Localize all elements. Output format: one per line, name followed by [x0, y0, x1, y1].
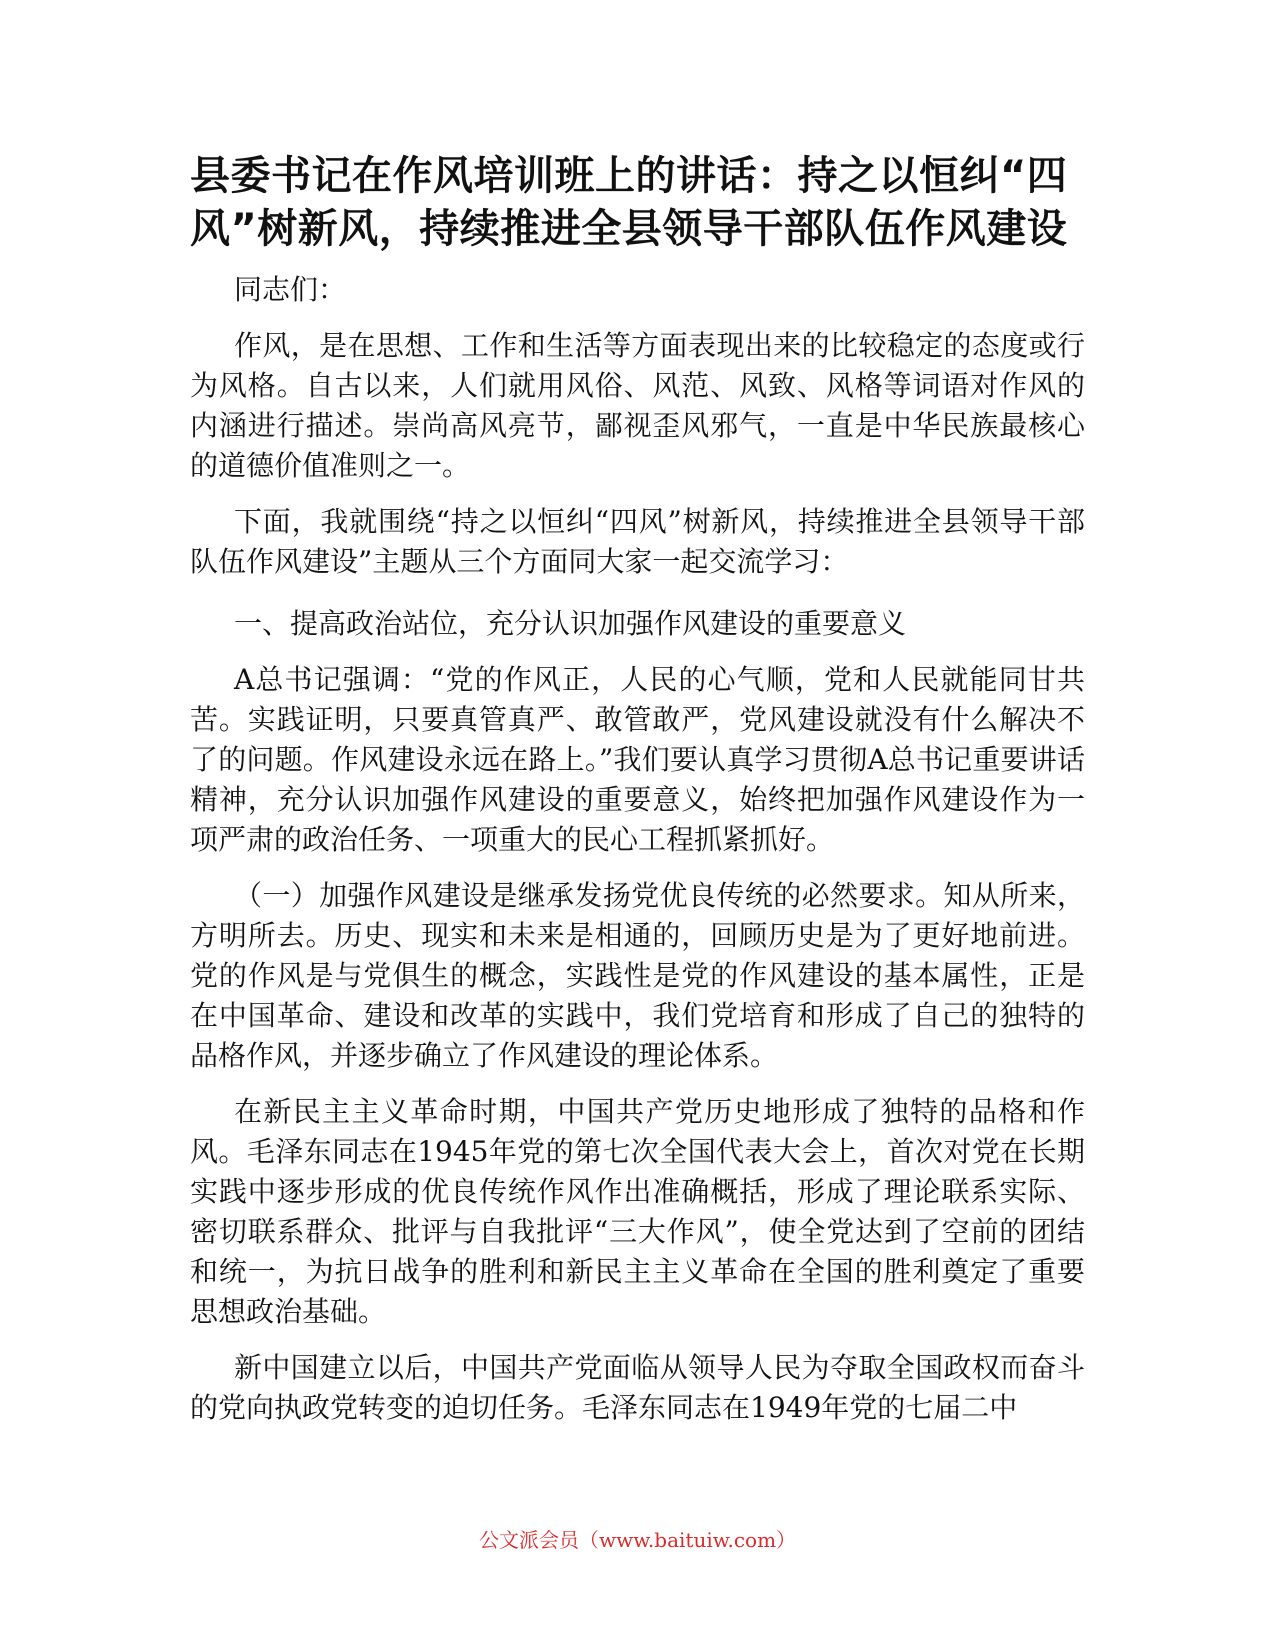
footer-watermark: 公文派会员（www.baituiw.com） [478, 1528, 797, 1552]
paragraph-1: 作风，是在思想、工作和生活等方面表现出来的比较稳定的态度或行为风格。自古以来，人们就用风俗、风范、风致、风格等词语对作风的内涵进行描述。崇尚高风亮节，鄙视歪风邪气，一直是中华民族最核心的道德价值准则之一。 [190, 329, 1085, 482]
salutation: 同志们： [234, 273, 347, 306]
section-heading-1: 一、提高政治站位，充分认识加强作风建设的重要意义 [234, 607, 907, 640]
paragraph-6: 新中国建立以后，中国共产党面临从领导人民为夺取全国政权而奋斗的党向执政党转变的迫切任务。毛泽东同志在1949年党的七届二中 [190, 1351, 1085, 1424]
paragraph-2: 下面，我就围绕“持之以恒纠“四风”树新风，持续推进全县领导干部队伍作风建设”主题从三个方面同大家一起交流学习： [190, 505, 1085, 578]
paragraph-3: A总书记强调：“党的作风正，人民的心气顺，党和人民就能同甘共苦。实践证明，只要真管真严、敢管敢严，党风建设就没有什么解决不了的问题。作风建设永远在路上。”我们要认真学习贯彻A总书记重要讲话精神，充分认识加强作风建设的重要意义，始终把加强作风建设作为一项严肃的政治任务、一项重大的民心工程抓紧抓好。 [190, 663, 1085, 856]
document-title: 县委书记在作风培训班上的讲话：持之以恒纠“四风”树新风，持续推进全县领导干部队伍作风建设 [190, 153, 1068, 252]
document-body [190, 150, 1085, 1444]
paragraph-4: （一）加强作风建设是继承发扬党优良传统的必然要求。知从所来，方明所去。历史、现实和未来是相通的，回顾历史是为了更好地前进。党的作风是与党俱生的概念，实践性是党的作风建设的基本属性，正是在中国革命、建设和改革的实践中，我们党培育和形成了自己的独特的品格作风，并逐步确立了作风建设的理论体系。 [190, 879, 1085, 1072]
paragraph-5: 在新民主主义革命时期，中国共产党历史地形成了独特的品格和作风。毛泽东同志在1945年党的第七次全国代表大会上，首次对党在长期实践中逐步形成的优良传统作风作出准确概括，形成了理论联系实际、密切联系群众、批评与自我批评“三大作风”，使全党达到了空前的团结和统一，为抗日战争的胜利和新民主主义革命在全国的胜利奠定了重要思想政治基础。 [190, 1095, 1085, 1328]
